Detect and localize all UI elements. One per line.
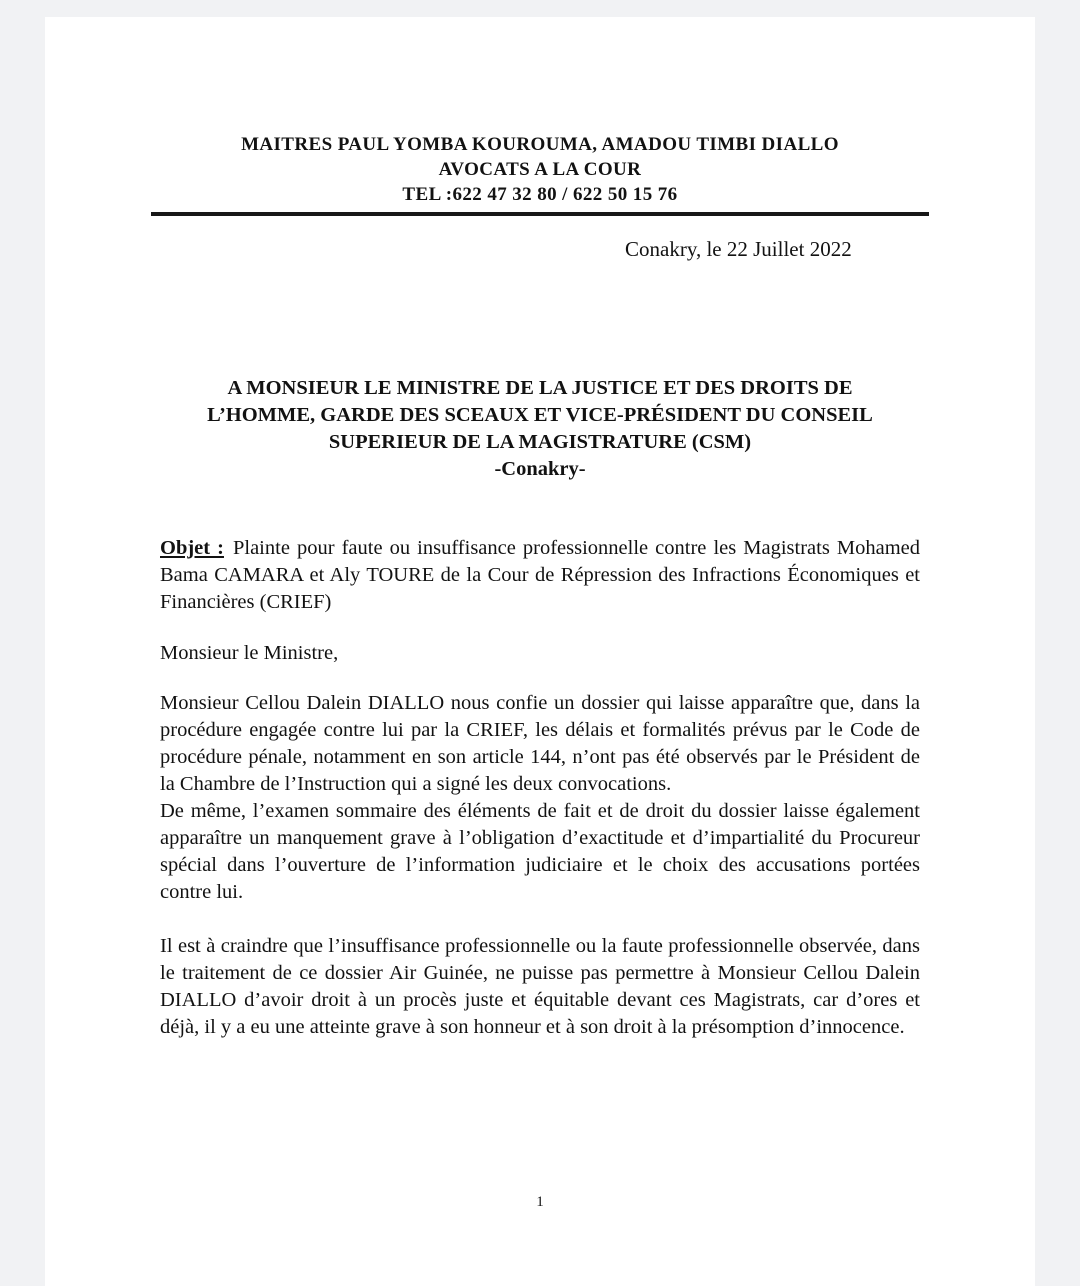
salutation: Monsieur le Ministre, <box>160 642 339 664</box>
subject-text: Plainte pour faute ou insuffisance professionnelle contre les Magistrats Mohamed Bama CAMARA et Aly TOURE de la Cour de Répression des Infractions Économiques et Financières (CRIEF) <box>160 537 920 613</box>
letterhead-divider <box>151 212 929 216</box>
body-paragraph-3: Il est à craindre que l’insuffisance professionnelle ou la faute professionnelle observée, dans le traitement de ce dossier Air Guinée, ne puisse pas permettre à Monsieur Cellou Dalein DIALLO d’avoir droit à un procès juste et équitable devant ces Magistrats, car d’ores et déjà, il y a eu une atteinte grave à son honneur et à son droit à la présomption d’innocence. <box>160 935 920 1038</box>
subject-paragraph <box>160 535 920 616</box>
body-paragraph-1: Monsieur Cellou Dalein DIALLO nous confie un dossier qui laisse apparaître que, dans la procédure engagée contre lui par la CRIEF, les délais et formalités prévus par le Code de procédure pénale, notamment en son article 144, n’ont pas été observés par le Président de la Chambre de l’Instruction qui a signé les deux convocations. <box>160 692 920 795</box>
date-text: Conakry, le 22 Juillet 2022 <box>625 237 852 261</box>
letterhead-names: MAITRES PAUL YOMBA KOUROUMA, AMADOU TIMBI DIALLO <box>241 134 839 155</box>
letterhead-profession: AVOCATS A LA COUR <box>438 159 642 180</box>
body-paragraph-2: De même, l’examen sommaire des éléments de fait et de droit du dossier laisse également apparaître un manquement grave à l’obligation d’exactitude et d’impartialité du Procureur spécial dans l’ouverture de l’information judiciaire et le choix des accusations portées contre lui. <box>160 800 920 903</box>
recipient-line: SUPERIEUR DE LA MAGISTRATURE (CSM) <box>328 431 752 453</box>
letter-page <box>45 17 1035 1286</box>
letterhead <box>160 132 920 207</box>
letterhead-phone: TEL :622 47 32 80 / 622 50 15 76 <box>402 184 678 205</box>
recipient-block <box>160 375 920 483</box>
recipient-city: -Conakry- <box>494 458 586 480</box>
page-number: 1 <box>536 1194 544 1210</box>
recipient-line: A MONSIEUR LE MINISTRE DE LA JUSTICE ET DES DROITS DE <box>227 377 853 399</box>
subject-label: Objet : <box>160 537 224 559</box>
recipient-line: L’HOMME, GARDE DES SCEAUX ET VICE-PRÉSIDENT DU CONSEIL <box>207 404 873 426</box>
date-line <box>160 236 920 263</box>
